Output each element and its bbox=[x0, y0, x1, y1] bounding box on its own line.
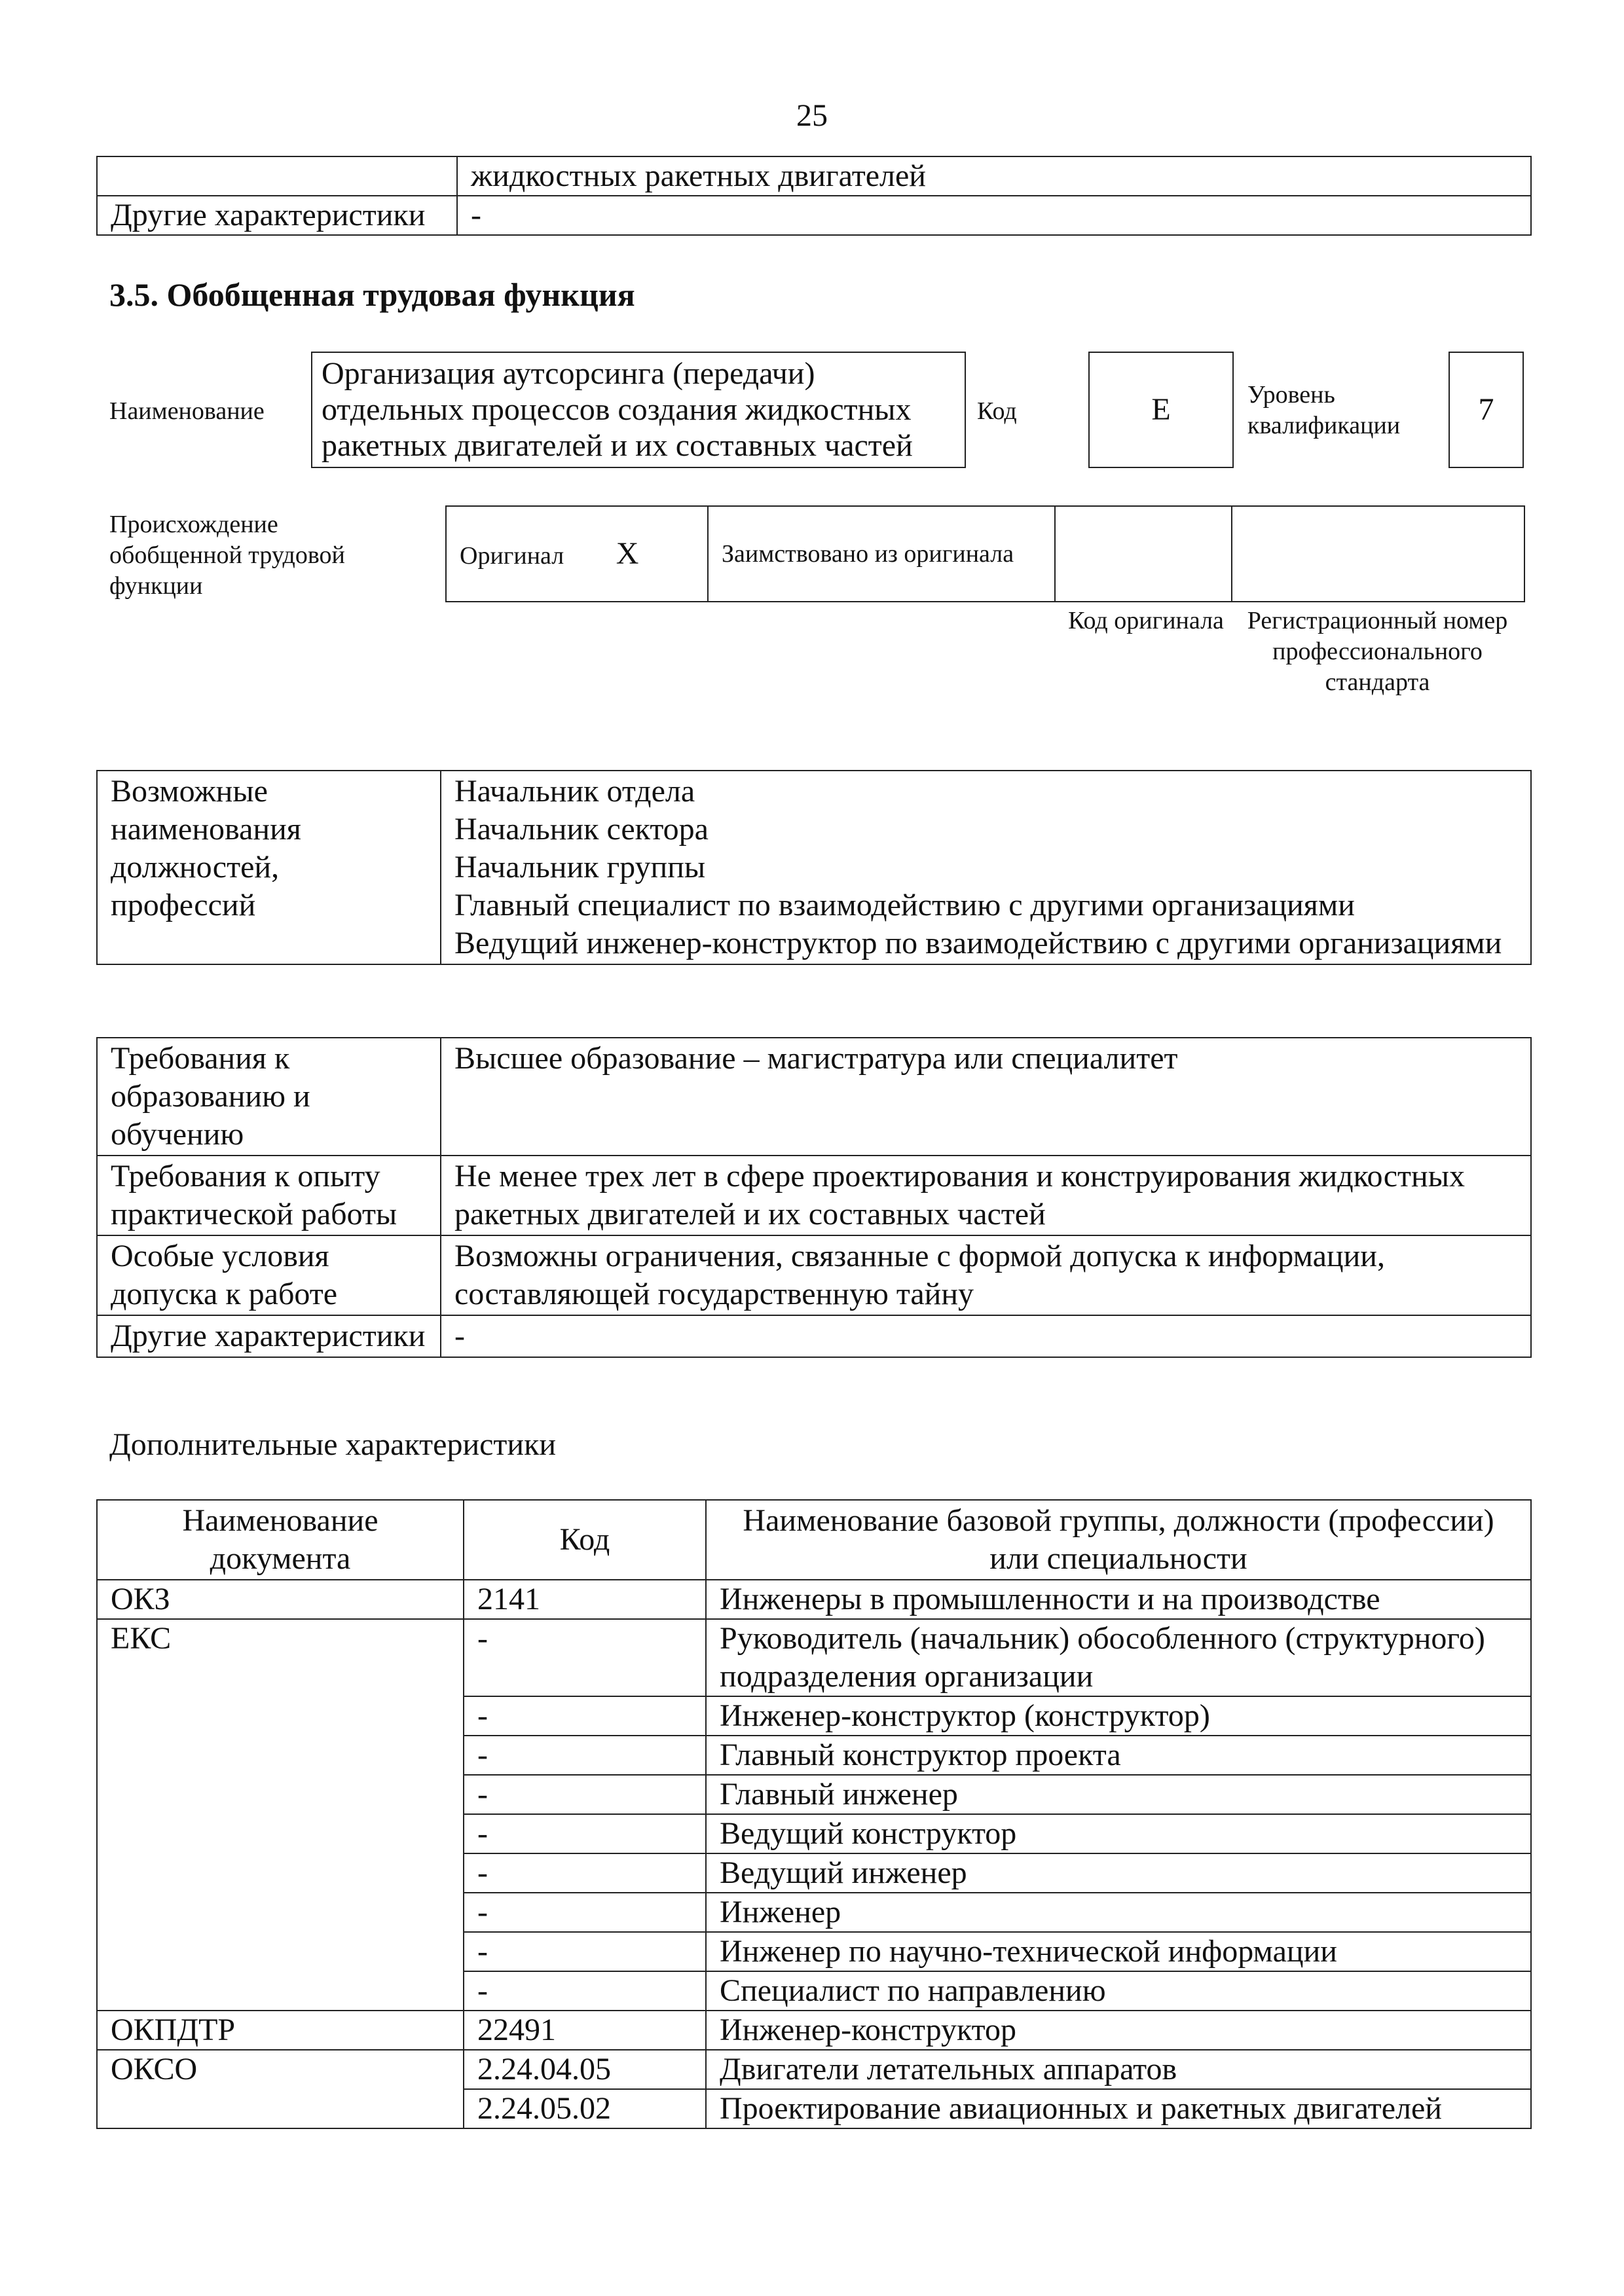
table-row bbox=[97, 1156, 1531, 1235]
code-cell: 2.24.05.02 bbox=[464, 2089, 706, 2128]
name-cell: Инженер bbox=[706, 1893, 1531, 1932]
registration-number-caption: Регистрационный номер профессионального стандарта bbox=[1247, 607, 1508, 696]
table-row bbox=[97, 2011, 1531, 2050]
code-cell: - bbox=[464, 1971, 706, 2011]
name-cell: Руководитель (начальник) обособленного (структурного) подразделения организации bbox=[706, 1619, 1531, 1696]
requirement-value: Возможны ограничения, связанные с формой допуска к информации, составляющей государственную тайну bbox=[441, 1235, 1531, 1315]
positions-list bbox=[441, 771, 1531, 964]
name-cell: Специалист по направлению bbox=[706, 1971, 1531, 2011]
code-cell: - bbox=[464, 1736, 706, 1775]
requirement-label: Требования к опыту практической работы bbox=[97, 1156, 441, 1235]
positions-label: Возможные наименования должностей, профессий bbox=[97, 771, 441, 964]
requirement-value: Не менее трех лет в сфере проектирования и конструирования жидкостных ракетных двигателей и их составных частей bbox=[441, 1156, 1531, 1235]
name-cell: Инженер-конструктор (конструктор) bbox=[706, 1696, 1531, 1736]
list-item: Ведущий инженер-конструктор по взаимодействию с другими организациями bbox=[454, 926, 1502, 960]
qualification-level-label: Уровень квалификации bbox=[1247, 381, 1401, 439]
code-cell: 2141 bbox=[464, 1580, 706, 1619]
code-cell: - bbox=[464, 1893, 706, 1932]
carry-over-table bbox=[96, 156, 1532, 236]
original-mark: X bbox=[616, 536, 639, 571]
requirement-label: Требования к образованию и обучению bbox=[97, 1038, 441, 1156]
requirement-value: Высшее образование – магистратура или специалитет bbox=[441, 1038, 1531, 1156]
code-value-box: E bbox=[1088, 352, 1234, 468]
name-cell: Проектирование авиационных и ракетных двигателей bbox=[706, 2089, 1531, 2128]
code-cell: - bbox=[464, 1814, 706, 1853]
requirement-label: Особые условия допуска к работе bbox=[97, 1235, 441, 1315]
table-row bbox=[97, 1580, 1531, 1619]
requirement-value: - bbox=[441, 1315, 1531, 1357]
original-code-cell bbox=[1055, 506, 1232, 602]
doc-cell: ОКСО bbox=[97, 2050, 464, 2128]
name-cell: Инженер-конструктор bbox=[706, 2011, 1531, 2050]
table-row bbox=[97, 196, 1531, 235]
carry-value-cell: - bbox=[457, 196, 1531, 235]
qualification-level-box: 7 bbox=[1449, 352, 1524, 468]
additional-heading: Дополнительные характеристики bbox=[109, 1427, 557, 1462]
header-name: Наименование базовой группы, должности (профессии) или специальности bbox=[706, 1500, 1531, 1580]
carry-label-cell: Другие характеристики bbox=[97, 196, 457, 235]
section-heading: 3.5. Обобщенная трудовая функция bbox=[109, 276, 635, 313]
code-cell: - bbox=[464, 1853, 706, 1893]
doc-cell: ЕКС bbox=[97, 1619, 464, 2011]
original-cell bbox=[446, 506, 708, 602]
list-item: Начальник отдела bbox=[454, 774, 695, 809]
name-cell: Ведущий конструктор bbox=[706, 1814, 1531, 1853]
header-code: Код bbox=[464, 1500, 706, 1580]
table-row bbox=[97, 1619, 1531, 1696]
registration-number-cell bbox=[1232, 506, 1524, 602]
code-cell: - bbox=[464, 1775, 706, 1814]
name-cell: Инженер по научно-технической информации bbox=[706, 1932, 1531, 1971]
carry-value-cell: жидкостных ракетных двигателей bbox=[457, 156, 1531, 196]
name-cell: Инженеры в промышленности и на производстве bbox=[706, 1580, 1531, 1619]
list-item: Начальник сектора bbox=[454, 812, 709, 847]
code-cell: - bbox=[464, 1932, 706, 1971]
code-cell: - bbox=[464, 1696, 706, 1736]
additional-table bbox=[96, 1499, 1532, 2129]
table-row bbox=[97, 1038, 1531, 1156]
borrowed-cell: Заимствовано из оригинала bbox=[708, 506, 1055, 602]
positions-table bbox=[96, 770, 1532, 965]
list-item: Главный специалист по взаимодействию с другими организациями bbox=[454, 888, 1355, 922]
function-name-box: Организация аутсорсинга (передачи) отдельных процессов создания жидкостных ракетных двигателей и их составных частей bbox=[311, 352, 966, 468]
table-row bbox=[97, 2050, 1531, 2089]
table-row bbox=[97, 1235, 1531, 1315]
name-label: Наименование bbox=[109, 397, 265, 425]
doc-cell: ОКПДТР bbox=[97, 2011, 464, 2050]
carry-label-cell bbox=[97, 156, 457, 196]
doc-cell: ОКЗ bbox=[97, 1580, 464, 1619]
name-cell: Главный инженер bbox=[706, 1775, 1531, 1814]
table-row bbox=[97, 1315, 1531, 1357]
code-label: Код bbox=[977, 397, 1017, 425]
name-cell: Ведущий инженер bbox=[706, 1853, 1531, 1893]
code-cell: - bbox=[464, 1619, 706, 1696]
list-item: Начальник группы bbox=[454, 850, 706, 884]
table-row bbox=[97, 156, 1531, 196]
requirement-label: Другие характеристики bbox=[97, 1315, 441, 1357]
table-row bbox=[97, 771, 1531, 964]
name-cell: Главный конструктор проекта bbox=[706, 1736, 1531, 1775]
code-cell: 2.24.04.05 bbox=[464, 2050, 706, 2089]
page-number: 25 bbox=[796, 98, 828, 133]
table-row bbox=[446, 506, 1524, 602]
requirements-table bbox=[96, 1037, 1532, 1358]
origin-table bbox=[445, 505, 1525, 602]
header-document: Наименование документа bbox=[97, 1500, 464, 1580]
original-label: Оригинал bbox=[460, 542, 564, 570]
original-code-caption: Код оригинала bbox=[1068, 607, 1224, 634]
table-header-row bbox=[97, 1500, 1531, 1580]
name-cell: Двигатели летательных аппаратов bbox=[706, 2050, 1531, 2089]
code-cell: 22491 bbox=[464, 2011, 706, 2050]
origin-label: Происхождение обобщенной трудовой функции bbox=[109, 511, 345, 600]
